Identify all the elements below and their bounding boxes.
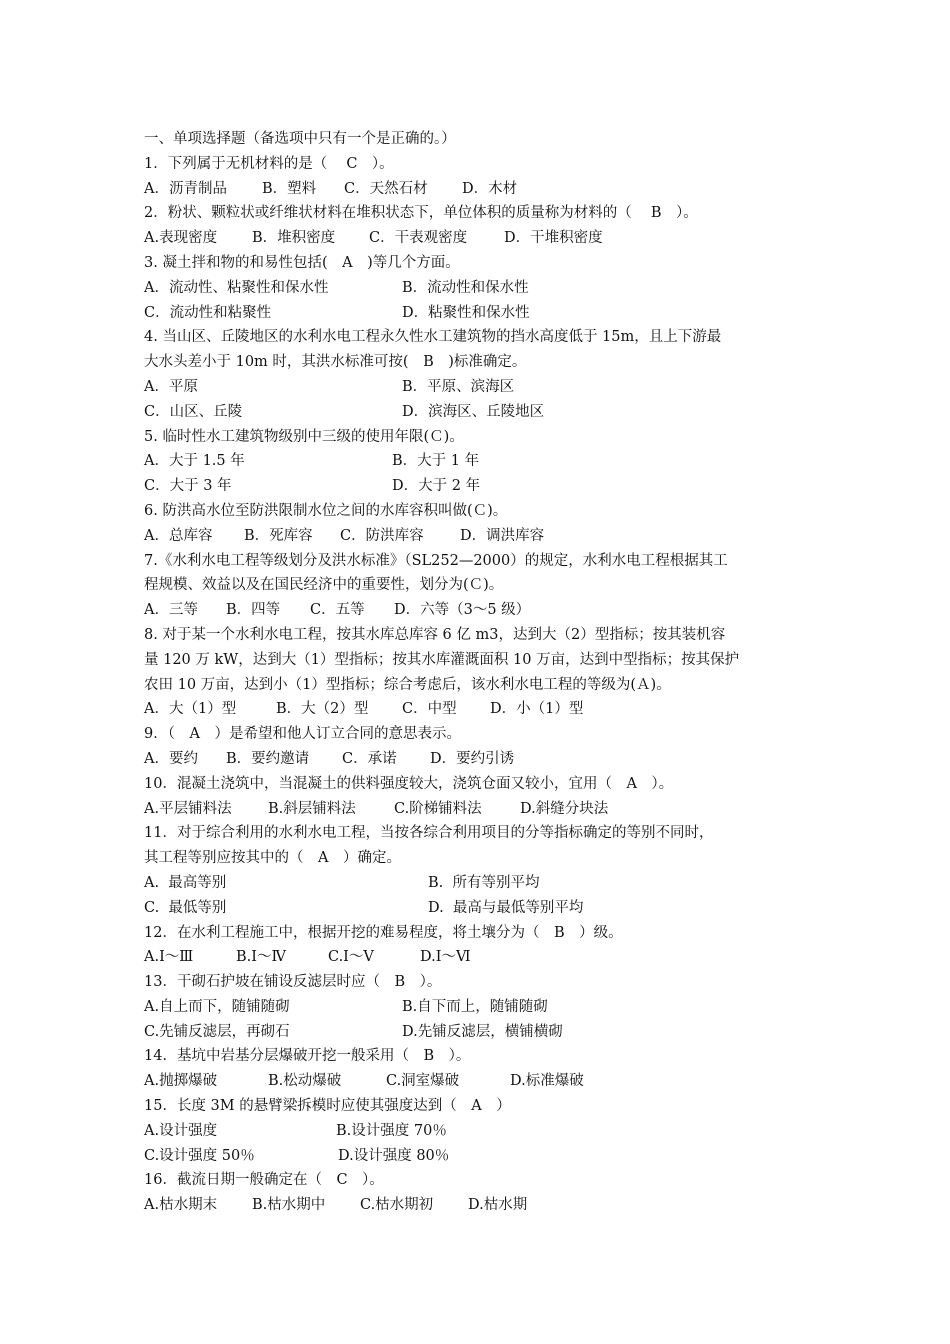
question-13-stem: 13．干砌石护坡在铺设反滤层时应（ B ）。 xyxy=(144,974,442,991)
option-c: C．大于 3 年 xyxy=(144,478,232,495)
option-b: B．堆积密度 xyxy=(252,230,336,247)
option-a: A.设计强度 xyxy=(144,1122,218,1139)
option-a: A．要约 xyxy=(144,750,198,767)
option-a: A.枯水期末 xyxy=(144,1197,218,1214)
option-d: D．大于 2 年 xyxy=(392,478,481,495)
question-8-stem-line3: 农田 10 万亩，达到小（1）型指标；综合考虑后，该水利水电工程的等级为(Ａ)。 xyxy=(144,676,671,693)
question-6-options xyxy=(144,524,824,549)
question-13-options-row1 xyxy=(144,995,824,1020)
option-b: B．流动性和保水性 xyxy=(402,279,529,296)
option-b: B．四等 xyxy=(226,602,281,619)
option-d: D.标准爆破 xyxy=(510,1073,584,1090)
option-a: A.自上而下，随铺随砌 xyxy=(144,998,290,1015)
option-d: D. 最高与最低等别平均 xyxy=(428,899,584,916)
option-d: D.枯水期 xyxy=(468,1197,528,1214)
section-title: 一、单项选择题（备选项中只有一个是正确的。） xyxy=(144,131,456,147)
question-1-options xyxy=(144,177,824,202)
option-c: C.Ⅰ～Ⅴ xyxy=(328,949,374,966)
question-7-options xyxy=(144,598,824,623)
option-b: B.枯水期中 xyxy=(252,1197,326,1214)
option-a: A．沥青制品 xyxy=(144,180,227,197)
option-c: C.先铺反滤层，再砌石 xyxy=(144,1023,290,1040)
question-5-stem: 5. 临时性水工建筑物级别中三级的使用年限(Ｃ)。 xyxy=(144,428,464,445)
option-a: A．三等 xyxy=(144,602,198,619)
option-b: B.Ⅰ～Ⅳ xyxy=(236,949,286,966)
question-15-stem: 15．长度 3M 的悬臂梁拆模时应使其强度达到（ A ） xyxy=(144,1098,511,1115)
option-a: A.表现密度 xyxy=(144,230,218,247)
question-12-options xyxy=(144,945,824,970)
question-11-stem-line2: 其工程等别应按其中的（ A ）确定。 xyxy=(144,850,401,867)
question-9-stem: 9．（ A ）是希望和他人订立合同的意思表示。 xyxy=(144,726,461,743)
option-c: C. 最低等别 xyxy=(144,899,227,916)
option-a: A.Ⅰ～Ⅲ xyxy=(144,949,194,966)
question-4-stem-line2: 大水头差小于 10m 时，其洪水标准可按( B )标准确定。 xyxy=(144,354,527,371)
option-c: C.洞室爆破 xyxy=(386,1073,460,1090)
question-12-stem: 12．在水利工程施工中，根据开挖的难易程度，将土壤分为（ B ）级。 xyxy=(144,924,623,941)
question-3-options-row1 xyxy=(144,276,824,301)
question-9-options xyxy=(144,747,824,772)
question-16-options xyxy=(144,1193,824,1218)
option-a: A．流动性、粘聚性和保水性 xyxy=(144,279,329,296)
option-d: D．干堆积密度 xyxy=(504,230,603,247)
option-a: A．总库容 xyxy=(144,527,213,544)
option-b: B．塑料 xyxy=(262,180,317,197)
option-c: C．流动性和粘聚性 xyxy=(144,304,272,321)
question-15-options-row2 xyxy=(144,1144,824,1169)
option-c: C．中型 xyxy=(402,701,457,718)
option-c: C．干表观密度 xyxy=(369,230,468,247)
question-2-options xyxy=(144,226,824,251)
question-10-options xyxy=(144,797,824,822)
option-c: C．天然石材 xyxy=(344,180,428,197)
question-list xyxy=(144,127,824,1218)
option-d: D．要约引诱 xyxy=(430,750,515,767)
question-13-options-row2 xyxy=(144,1020,824,1045)
option-c: C.枯水期初 xyxy=(360,1197,434,1214)
question-5-options-row1 xyxy=(144,449,824,474)
option-c: C.阶梯铺料法 xyxy=(394,800,482,817)
question-15-options-row1 xyxy=(144,1119,824,1144)
question-3-options-row2 xyxy=(144,301,824,326)
option-d: D．木材 xyxy=(462,180,518,197)
option-a: A.抛掷爆破 xyxy=(144,1073,218,1090)
question-16-stem: 16．截流日期一般确定在（ C ）。 xyxy=(144,1172,384,1189)
option-b: B．大（2）型 xyxy=(276,701,369,718)
option-a: A.平层铺料法 xyxy=(144,800,232,817)
option-c: C.设计强度 50％ xyxy=(144,1147,255,1164)
question-1-stem: 1．下列属于无机材料的是（ C ）。 xyxy=(144,155,394,172)
question-2-stem: 2．粉状、颗粒状或纤维状材料在堆积状态下，单位体积的质量称为材料的（ B ）。 xyxy=(144,205,698,222)
option-b: B．平原、滨海区 xyxy=(402,378,515,395)
option-d: D．小（1）型 xyxy=(490,701,584,718)
option-d: D．六等（3～5 级） xyxy=(394,602,531,619)
option-c: C．五等 xyxy=(310,602,365,619)
question-8-stem-line1: 8. 对于某一个水利水电工程，按其水库总库容 6 亿 m3，达到大（2）型指标；按其装机容 xyxy=(144,626,726,643)
option-d: D．调洪库容 xyxy=(460,527,545,544)
option-a: A．大于 1.5 年 xyxy=(144,453,245,470)
question-11-stem-line1: 11．对于综合利用的水利水电工程，当按各综合利用项目的分等指标确定的等别不同时， xyxy=(144,825,714,842)
option-b: B. 所有等别平均 xyxy=(428,874,540,891)
option-d: D．滨海区、丘陵地区 xyxy=(402,403,545,420)
question-6-stem: 6. 防洪高水位至防洪限制水位之间的水库容积叫做(Ｃ)。 xyxy=(144,502,508,519)
question-8-options xyxy=(144,697,824,722)
option-b: B.设计强度 70％ xyxy=(336,1122,447,1139)
option-b: B.自下而上，随铺随砌 xyxy=(402,998,548,1015)
question-4-options-row2 xyxy=(144,400,824,425)
option-b: B．要约邀请 xyxy=(226,750,310,767)
option-a: A．大（1）型 xyxy=(144,701,237,718)
question-5-options-row2 xyxy=(144,474,824,499)
option-b: B．大于 1 年 xyxy=(392,453,480,470)
question-11-options-row2 xyxy=(144,896,824,921)
option-b: B.斜层铺料法 xyxy=(268,800,356,817)
question-14-options xyxy=(144,1069,824,1094)
option-d: D.Ⅰ～Ⅵ xyxy=(420,949,471,966)
option-c: C．防洪库容 xyxy=(340,527,424,544)
question-3-stem: 3. 凝土拌和物的和易性包括( A )等几个方面。 xyxy=(144,254,460,271)
option-d: D.先铺反滤层，横铺横砌 xyxy=(402,1023,563,1040)
option-b: B.松动爆破 xyxy=(268,1073,342,1090)
question-11-options-row1 xyxy=(144,871,824,896)
question-4-stem-line1: 4. 当山区、丘陵地区的水利水电工程永久性水工建筑物的挡水高度低于 15m，且上下游最 xyxy=(144,329,722,346)
option-a: A. 最高等别 xyxy=(144,874,227,891)
option-a: A．平原 xyxy=(144,378,198,395)
question-8-stem-line2: 量 120 万 kW，达到大（1）型指标；按其水库灌溉面积 10 万亩，达到中型指标；按其保护 xyxy=(144,651,740,668)
option-b: B．死库容 xyxy=(244,527,313,544)
question-14-stem: 14．基坑中岩基分层爆破开挖一般采用（ B ）。 xyxy=(144,1048,471,1065)
question-7-stem-line1: 7.《水利水电工程等级划分及洪水标准》（SL252—2000）的规定，水利水电工程根据其工 xyxy=(144,552,728,569)
option-d: D.设计强度 80％ xyxy=(338,1147,450,1164)
option-d: D．粘聚性和保水性 xyxy=(402,304,530,321)
option-c: C．承诺 xyxy=(342,750,397,767)
option-d: D.斜缝分块法 xyxy=(520,800,609,817)
question-10-stem: 10．混凝土浇筑中，当混凝土的供料强度较大，浇筑仓面又较小，宜用（ A ）。 xyxy=(144,775,674,792)
option-c: C．山区、丘陵 xyxy=(144,403,243,420)
question-7-stem-line2: 程规模、效益以及在国民经济中的重要性，划分为(Ｃ)。 xyxy=(144,577,504,594)
question-4-options-row1 xyxy=(144,375,824,400)
